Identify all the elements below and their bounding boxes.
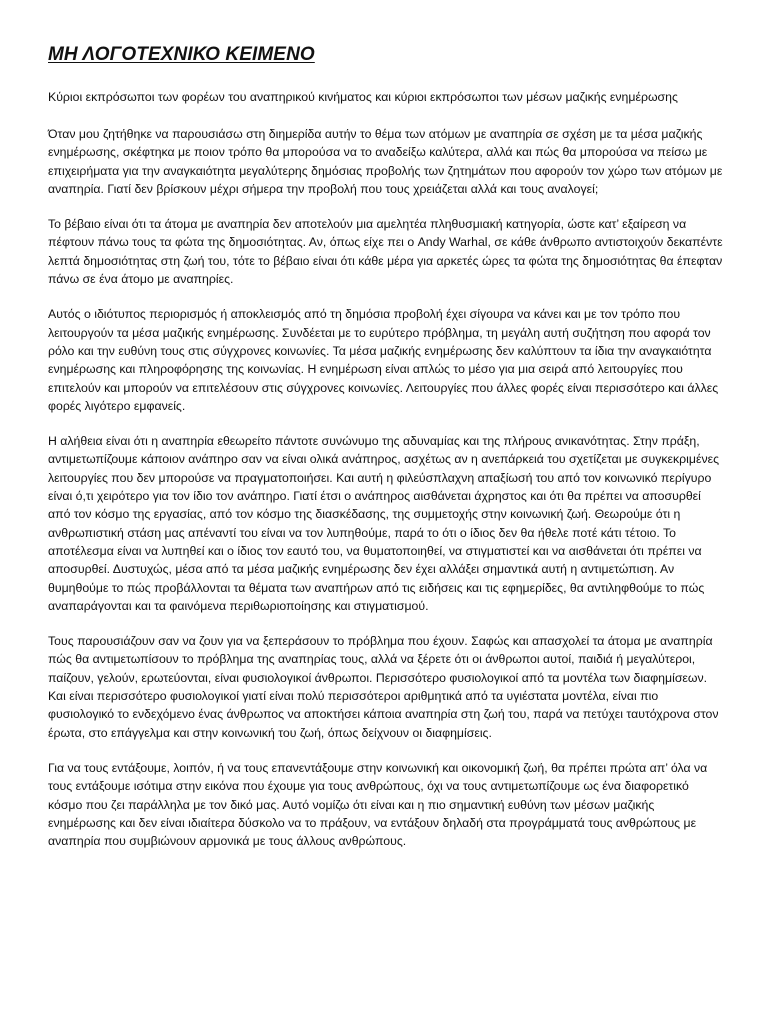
paragraph-4: Η αλήθεια είναι ότι η αναπηρία εθεωρείτο πάντοτε συνώνυμο της αδυναμίας και της πλήρους ανικανότητας. Στην πράξη, αντιμετωπίζουμε κάποιον ανάπηρο σαν να είναι ολικά ανάπηρος, ασχέτως αν η ανεπάρκειά του σχετίζεται με συγκεκριμένες λειτουργίες που δεν μπορούσε να πραγματοποιήσει. Και αυτή η φιλεύσπλαχνη απαξίωσή του από τον κοινωνικό περίγυρο είναι ό,τι χειρότερο για τον ίδιο τον ανάπηρο. Γιατί έτσι ο ανάπηρος αισθάνεται άχρηστος και ότι θα πρέπει να αποσυρθεί από τον κόσμο της εργασίας, από τον κόσμο της διασκέδασης, της συμμετοχής στην κοινωνική ζωή. Θεωρούμε ότι η ανθρωπιστική στάση μας απέναντί του είναι να τον λυπηθούμε, παρά το ότι ο ίδιος δεν θα ήθελε ποτέ κάτι τέτοιο. Το αποτέλεσμα είναι να λυπηθεί και ο ίδιος τον εαυτό του, να θυματοποιηθεί, να στιγματιστεί και να αισθάνεται ότι πρέπει να αποσυρθεί. Δυστυχώς, μέσα από τα μέσα μαζικής ενημέρωσης δεν έχει αλλάξει σημαντικά αυτή η αντιμετώπιση. Αν θυμηθούμε το πώς προβάλλονται τα θέματα των αναπήρων από τις ειδήσεις και τις εφημερίδες, θα αντιληφθούμε το πώς αναπαράγονται και τα φαινόμενα περιθωριοποίησης και στιγματισμού. bbox=[48, 434, 720, 613]
document-title: ΜΗ ΛΟΓΟΤΕΧΝΙΚΟ ΚΕΙΜΕΝΟ bbox=[48, 44, 315, 65]
paragraph-2: Το βέβαιο είναι ότι τα άτομα με αναπηρία δεν αποτελούν μια αμελητέα πληθυσμιακή κατηγορία, ώστε κατ’ εξαίρεση να πέφτουν πάνω τους τα φώτα της δημοσιότητας. Αν, όπως είχε πει ο Andy Warhal, σε κάθε άνθρωπο αντιστοιχούν δεκαπέντε λεπτά δημοσιότητας στη ζωή του, τότε το βέβαιο είναι ότι κάθε μέρα για αρκετές ώρες τα φώτα της δημοσιότητας θα έπεφταν πάνω σε ένα άτομο με αναπηρίες. bbox=[48, 217, 723, 287]
paragraph-1: Όταν μου ζητήθηκε να παρουσιάσω στη διημερίδα αυτήν το θέμα των ατόμων με αναπηρία σε σχέση με τα μέσα μαζικής ενημέρωσης, σκέφτηκα με ποιον τρόπο θα μπορούσα να το αναδείξω καλύτερα, αλλά και πώς θα μπορούσα να πείσω με επιχειρήματα για την αναγκαιότητα μεγαλύτερης δημόσιας προβολής των ζητημάτων που αφορούν τον χώρο των ατόμων με αναπηρία. Γιατί δεν βρίσκουν μέχρι σήμερα την προβολή που τους χρειάζεται αλλά και τους αναλογεί; bbox=[48, 127, 723, 196]
paragraph-5: Τους παρουσιάζουν σαν να ζουν για να ξεπεράσουν το πρόβλημα που έχουν. Σαφώς και απασχολεί τα άτομα με αναπηρία πώς θα αντιμετωπίσουν το πρόβλημα της αναπηρίας τους, αλλά να ξέρετε ότι οι άνθρωποι αυτοί, παιδιά ή μεγαλύτεροι, παίζουν, γελούν, ερωτεύονται, είναι φυσιολογικοί άνθρωποι. Περισσότερο φυσιολογικοί από τα μοντέλα των διαφημίσεων. Και είναι περισσότερο φυσιολογικοί γιατί είναι πολύ περισσότεροι αριθμητικά από τα υγιέστατα μοντέλα, είναι πιο φυσιολογικό το ενδεχόμενο ένας άνθρωπος να αποκτήσει κάποια αναπηρία στη ζωή του, παρά να πετύχει ταυτόχρονα στον έρωτα, στο επάγγελμα και στην κοινωνική του ζωή, όπως δείχνουν οι διαφημίσεις. bbox=[48, 634, 719, 740]
paragraph-3: Αυτός ο ιδιότυπος περιορισμός ή αποκλεισμός από τη δημόσια προβολή έχει σίγουρα να κάνει και με τον τρόπο που λειτουργούν τα μέσα μαζικής ενημέρωσης. Συνδέεται με το ευρύτερο πρόβλημα, τη μεγάλη αυτή συζήτηση που αφορά τον ρόλο και την ευθύνη τους στις σύγχρονες κοινωνίες. Τα μέσα μαζικής ενημέρωσης δεν καλύπτουν τα ίδια την αναγκαιότητα ενημέρωσης και πληροφόρησης της κοινωνίας. Η ενημέρωση είναι απλώς το μέσο για μια σειρά από λειτουργίες που επιτελούν και μπορούν να επιτελέσουν στις σύγχρονες κοινωνίες. Λειτουργίες που άλλες φορές είναι περισσότερο και άλλες φορές λιγότερο εμφανείς. bbox=[48, 307, 719, 413]
paragraph-6: Για να τους εντάξουμε, λοιπόν, ή να τους επανεντάξουμε στην κοινωνική και οικονομική ζωή, θα πρέπει πρώτα απ’ όλα να τους εντάξουμε ισότιμα στην εικόνα που έχουμε για τους ανθρώπους, όχι να τους αντιμετωπίζουμε ως ένα διαφορετικό κόσμο που ζει παράλληλα με τον δικό μας. Αυτό νομίζω ότι είναι και η πιο σημαντική ευθύνη των μέσων μαζικής ενημέρωσης και δεν είναι ιδιαίτερα δύσκολο να το πράξουν, να εντάξουν δηλαδή στα προγράμματά τους ανθρώπους με αναπηρία που συμβιώνουν αρμονικά με τους άλλους ανθρώπους. bbox=[48, 760, 708, 849]
document-subtitle: Κύριοι εκπρόσωποι των φορέων του αναπηρικού κινήματος και κύριοι εκπρόσωποι των μέσων μαζικής ενημέρωσης bbox=[48, 90, 678, 104]
document-page bbox=[48, 44, 724, 867]
